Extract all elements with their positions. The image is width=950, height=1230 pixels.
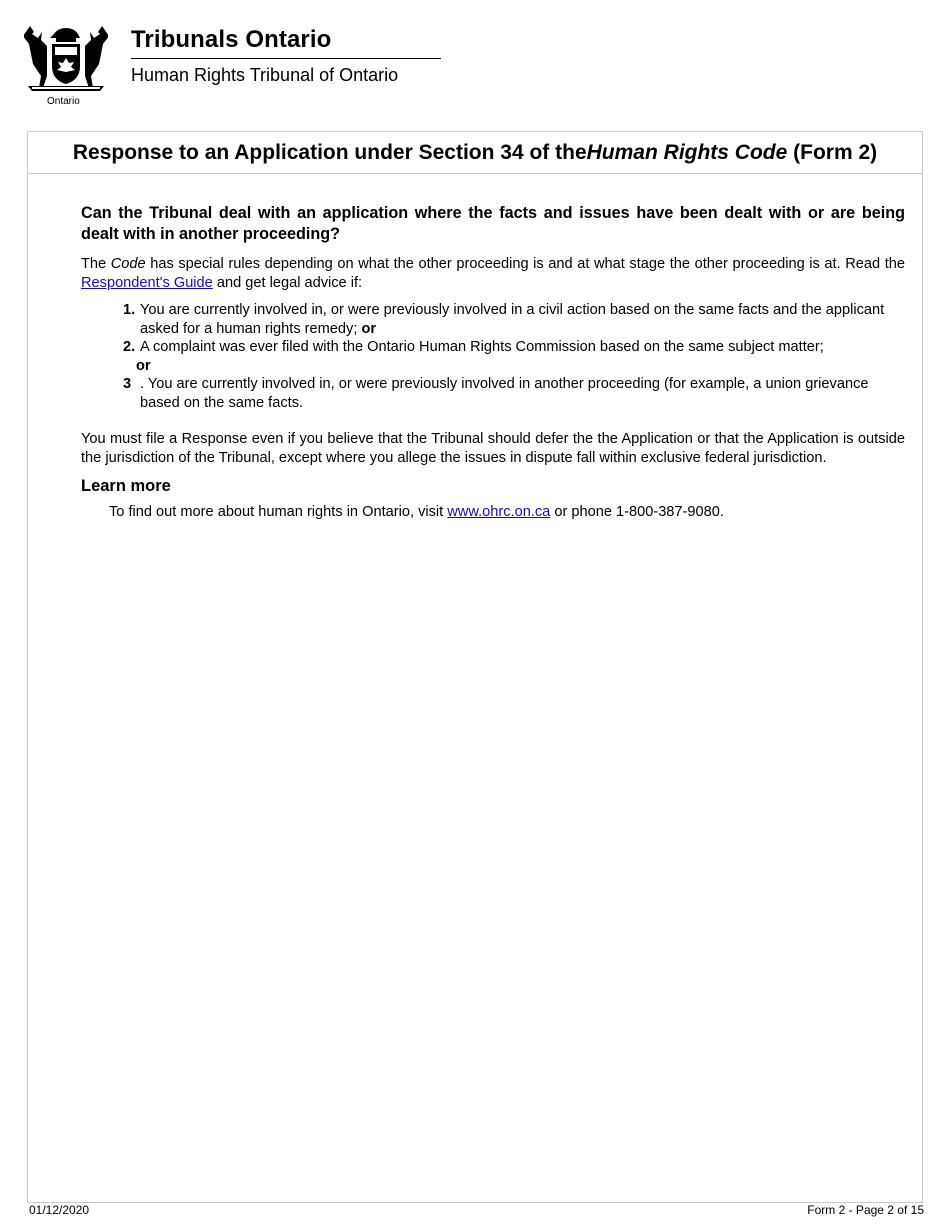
intro-text-1: The — [81, 256, 111, 272]
org-title: Tribunals Ontario — [131, 26, 332, 53]
list-item-text: . You are currently involved in, or were previously involved in another proceeding (for example, a union grievance based on the same facts. — [140, 376, 869, 411]
list-item-number: 2. — [123, 339, 136, 355]
logo-caption: Ontario — [47, 96, 80, 107]
conditions-list — [123, 301, 905, 412]
section-heading: Can the Tribunal deal with an application where the facts and issues have been dealt with or are being dealt with in another proceeding? — [81, 204, 905, 243]
intro-text-3: and get legal advice if: — [212, 274, 363, 291]
form-title-suffix: (Form 2) — [787, 140, 878, 164]
learn-more-heading: Learn more — [81, 477, 171, 495]
intro-text-2: has special rules depending on what the other proceeding is and at what stage the other proceeding is at. Read the — [145, 256, 905, 272]
list-item — [123, 375, 905, 412]
ohrc-website-link[interactable]: www.ohrc.on.ca — [447, 504, 551, 520]
footer-date: 01/12/2020 — [29, 1203, 90, 1217]
form-title-italic: Human Rights Code — [586, 140, 788, 164]
list-item-text: A complaint was ever filed with the Ontario Human Rights Commission based on the same subject matter; — [140, 339, 824, 355]
list-item-text: You are currently involved in, or were previously involved in a civil action based on the same facts and the applicant asked for a human rights remedy; — [140, 302, 885, 337]
respondents-guide-link[interactable]: Respondent's Guide — [81, 274, 213, 291]
form-title — [28, 132, 922, 174]
header-divider — [131, 58, 441, 59]
deferral-note: You must file a Response even if you believe that the Tribunal should defer the the Application or that the Application is outside the jurisdiction of the Tribunal, except where you allege the issues in dispute fall within exclusive federal jurisdiction. — [81, 431, 905, 466]
org-subtitle: Human Rights Tribunal of Ontario — [131, 65, 399, 85]
list-item — [123, 338, 905, 375]
intro-paragraph — [81, 255, 905, 292]
list-item — [123, 301, 905, 338]
main-content — [81, 203, 905, 522]
learn-more-text-2: or phone 1-800-387-9080. — [550, 504, 724, 520]
learn-more-text-1: To find out more about human rights in Ontario, visit — [109, 504, 448, 520]
form-title-prefix: Response to an Application under Section 34 of the — [72, 140, 587, 164]
learn-more-text — [109, 503, 905, 522]
footer-page-number: Form 2 - Page 2 of 15 — [807, 1203, 924, 1217]
list-item-connector: or — [361, 320, 377, 337]
intro-code-italic: Code — [110, 256, 146, 272]
list-item-number: 3 — [123, 376, 132, 392]
list-item-connector: or — [136, 357, 151, 374]
list-item-number: 1. — [123, 302, 136, 318]
coat-of-arms-icon — [24, 24, 108, 96]
